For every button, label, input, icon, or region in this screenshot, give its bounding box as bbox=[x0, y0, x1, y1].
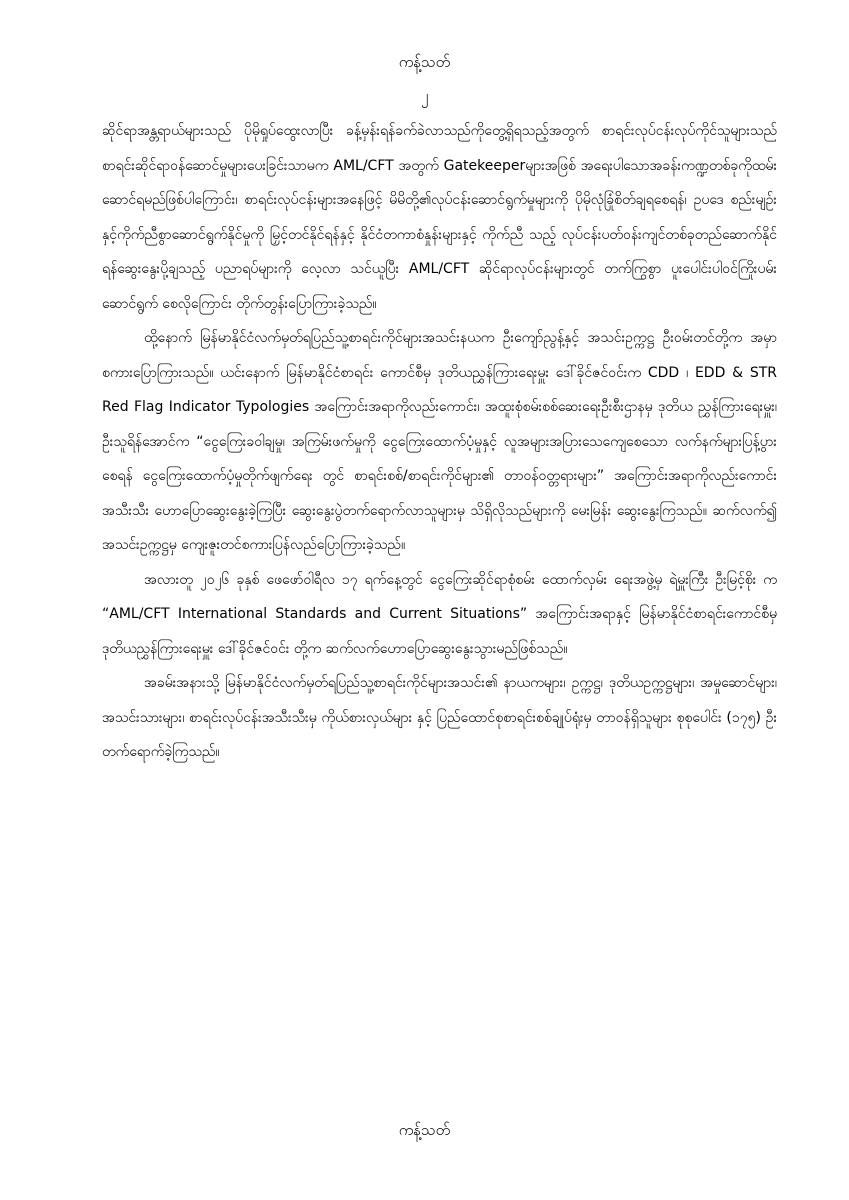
classification-footer: ကန့်သတ် bbox=[398, 1121, 451, 1139]
classification-header: ကန့်သတ် bbox=[398, 53, 451, 71]
page-number: ၂ bbox=[420, 87, 429, 105]
paragraph-4: အခမ်းအနားသို့ မြန်မာနိုင်ငံလက်မှတ်ရပြည်သူ့စာရင်းကိုင်များအသင်း၏ နာယကများ၊ ဥက္ကဋ္ဌ၊ ဒုတိယဥက္ကဋ္ဌများ၊ အမှုဆောင်များ၊ အသင်းသားများ၊ စာရင်းလုပ်ငန်းအသီးသီးမှ ကိုယ်စားလှယ်များ နှင့် ပြည်ထောင်စုစာရင်းစစ်ချုပ်ရုံးမှ တာဝန်ရှိသူများ စုစုပေါင်း (၁၇၅) ဦး တက်ရောက်ခဲ့ကြသည်။ bbox=[102, 675, 777, 760]
paragraph-3: အလားတူ ၂၀၂၆ ခုနှစ် ဖေဖော်ဝါရီလ ၁၇ ရက်နေ့တွင် ငွေကြေးဆိုင်ရာစုံစမ်း ထောက်လှမ်း ရေးအဖွဲ့မှ ရဲမှူးကြီး ဦးမြင့်စိုး က “AML/CFT International Standards and Current Situations” အကြောင်းအရာနှင့် မြန်မာနိုင်ငံစာရင်းကောင်စီမှ ဒုတိယညွှန်ကြားရေးမှူး ဒေါ်ခိုင်ဇင်ဝင်း တို့က ဆက်လက်ဟောပြောဆွေးနွေးသွားမည်ဖြစ်သည်။ bbox=[102, 571, 777, 657]
body-text bbox=[102, 114, 777, 770]
paragraph-2: ထို့နောက် မြန်မာနိုင်ငံလက်မှတ်ရပြည်သူ့စာရင်းကိုင်များအသင်းနယက ဦးကျော်ညွန့်နှင့် အသင်းဥက္ကဋ္ဌ ဦးဝမ်းတင်တို့က အမှာစကားပြောကြားသည်။ ယင်းနောက် မြန်မာနိုင်ငံစာရင်း ကောင်စီမှ ဒုတိယညွှန်ကြားရေးမှူး ဒေါ်ခိုင်ဇင်ဝင်းက CDD ၊ EDD & STR Red Flag Indicator Typologies အကြောင်းအရာကိုလည်းကောင်း၊ အထူးစုံစမ်းစစ်ဆေးရေးဦးစီးဌာနမှ ဒုတိယ ညွှန်ကြားရေးမှူး၊ ဦးသူရိန်အောင်က “ငွေကြေးခဝါချမှု၊ အကြမ်းဖက်မှုကို ငွေကြေးထောက်ပံ့မှုနှင့် လူအများအပြားသေကျေစေသော လက်နက်များပြန့်ပွားစေရန် ငွေကြေးထောက်ပံ့မှုတိုက်ဖျက်ရေး တွင် စာရင်းစစ်/စာရင်းကိုင်များ၏ တာဝန်ဝတ္တရားများ” အကြောင်းအရာကိုလည်းကောင်း အသီးသီး ဟောပြောဆွေးနွေးခဲ့ကြပြီး ဆွေးနွေးပွဲတက်ရောက်လာသူများမှ သိရှိလိုသည်များကို မေးမြန်း ဆွေးနွေးကြသည်။ ဆက်လက်၍ အသင်းဥက္ကဋ္ဌမှ ကျေးဇူးတင်စကားပြန်လည်ပြောကြားခဲ့သည်။ bbox=[102, 330, 777, 553]
paragraph-1: ဆိုင်ရာအန္တရာယ်များသည် ပိုမိုရှုပ်ထွေးလာပြီး ခန့်မှန်းရန်ခက်ခဲလာသည်ကိုတွေ့ရှိရသည့်အတွက် စာရင်းလုပ်ငန်းလုပ်ကိုင်သူများသည် စာရင်းဆိုင်ရာဝန်ဆောင်မှုများပေးခြင်းသာမက AML/CFT အတွက် Gatekeeperများအဖြစ် အရေးပါသောအခန်းကဏ္ဍတစ်ခုကိုထမ်းဆောင်ရမည်ဖြစ်ပါကြောင်း၊ စာရင်းလုပ်ငန်းများအနေဖြင့် မိမိတို့၏လုပ်ငန်းဆောင်ရွက်မှုများကို ပိုမိုလုံခြုံစိတ်ချရစေရန်၊ ဥပဒေ စည်းမျဉ်းနှင့်ကိုက်ညီစွာဆောင်ရွက်နိုင်မှုကို မြှင့်တင်နိုင်ရန်နှင့် နိုင်ငံတကာစံနှုန်းများနှင့် ကိုက်ညီ သည့် လုပ်ငန်းပတ်ဝန်းကျင်တစ်ခုတည်ဆောက်နိုင်ရန်ဆွေးနွေးပို့ချသည့် ပညာရပ်များကို လေ့လာ သင်ယူပြီး AML/CFT ဆိုင်ရာလုပ်ငန်းများတွင် တက်ကြွစွာ ပူးပေါင်းပါဝင်ကြိုးပမ်းဆောင်ရွက် စေလိုကြောင်း တိုက်တွန်းပြောကြားခဲ့သည်။ bbox=[102, 123, 777, 312]
